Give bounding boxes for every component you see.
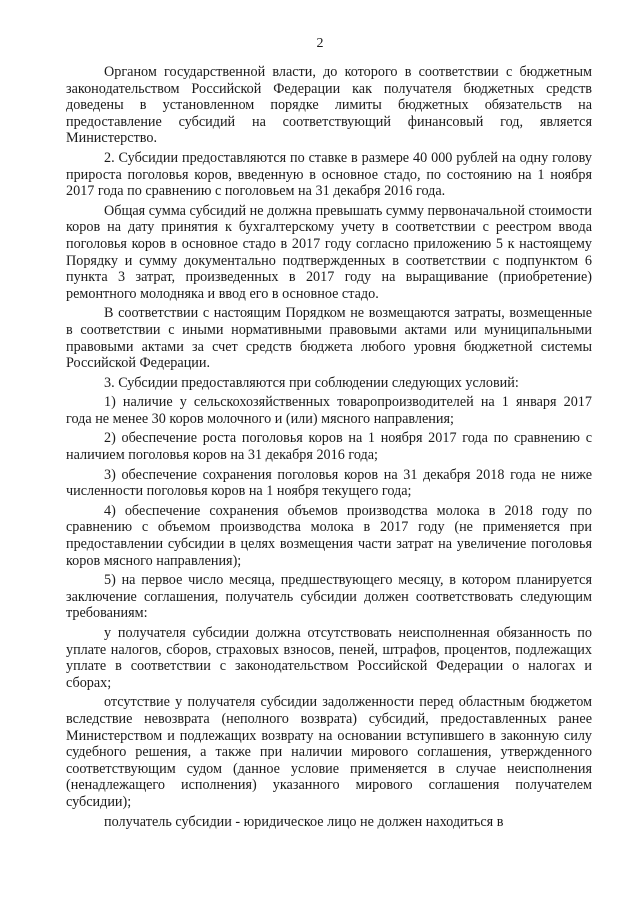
document-body (66, 64, 592, 833)
condition-1: 1) наличие у сельскохозяйственных товаропроизводителей на 1 января 2017 года не менее 30 коров молочного и (или) мясного направления; (66, 394, 592, 427)
requirement-legal-entity: получатель субсидии - юридическое лицо не должен находиться в (104, 813, 504, 830)
condition-3: 3) обеспечение сохранения поголовья коров на 31 декабря 2018 года не ниже численности поголовья коров на 1 ноября текущего года; (66, 466, 592, 500)
paragraph-3-conditions: 3. Субсидии предоставляются при соблюдении следующих условий: (104, 374, 519, 391)
paragraph-2-rate: 2. Субсидии предоставляются по ставке в размере 40 000 рублей на одну голову прироста поголовья коров, введенную в основное стадо, по состоянию на 1 ноября 2017 года по сравнению с поголовьем на 31 декабря 2016 года. (66, 149, 592, 200)
paragraph-total-sum: Общая сумма субсидий не должна превышать сумму первоначальной стоимости коров на дату принятия к бухгалтерскому учету в соответствии с реестром ввода поголовья коров в основное стадо в 2017 году согласно приложению 5 к настоящему Порядку и сумму документально подтвержденных в соответствии с подпунктом 6 пункта 3 затрат, произведенных в 2017 году на выращивание (приобретение) ремонтного молодняка и ввод его в основное стадо. (66, 202, 592, 302)
requirement-no-tax-debt: у получателя субсидии должна отсутствовать неисполненная обязанность по уплате налогов, сборов, страховых взносов, пеней, штрафов, процентов, подлежащих уплате в соответствии с законодательством Российской Федерации о налогах и сборах; (66, 625, 592, 691)
paragraph-not-reimbursed: В соответствии с настоящим Порядком не возмещаются затраты, возмещенные в соответствии с иными нормативными правовыми актами или муниципальными правовыми актами за счет средств бюджета любого уровня бюджетной системы Российской Федерации. (66, 305, 592, 372)
page-number: 2 (316, 36, 324, 51)
requirement-no-budget-debt: отсутствие у получателя субсидии задолженности перед областным бюджетом вследствие невозврата (неполного возврата) субсидий, предоставленных ранее Министерством и подлежащих возврату на основании вступившего в законную силу судебного решения, а также при наличии мирового соглашения, утвержденного соответствующим судом (данное условие применяется в случае неисполнения (ненадлежащего исполнения) указанного мирового соглашения получателем субсидии); (66, 694, 592, 810)
condition-4: 4) обеспечение сохранения объемов производства молока в 2018 году по сравнению с объемом производства молока в 2017 году (не применяется при предоставлении субсидии в целях возмещения части затрат на увеличение поголовья коров мясного направления); (66, 502, 592, 569)
condition-2: 2) обеспечение роста поголовья коров на 1 ноября 2017 года по сравнению с наличием поголовья коров на 31 декабря 2016 года; (66, 430, 592, 464)
paragraph-authority: Органом государственной власти, до которого в соответствии с бюджетным законодательством Российской Федерации как получателя бюджетных средств доведены в установленном порядке лимиты бюджетных обязательств на предоставление субсидий на соответствующий финансовый год, является Министерство. (66, 64, 592, 147)
condition-5: 5) на первое число месяца, предшествующего месяцу, в котором планируется заключение соглашения, получатель субсидии должен соответствовать следующим требованиям: (66, 572, 592, 622)
